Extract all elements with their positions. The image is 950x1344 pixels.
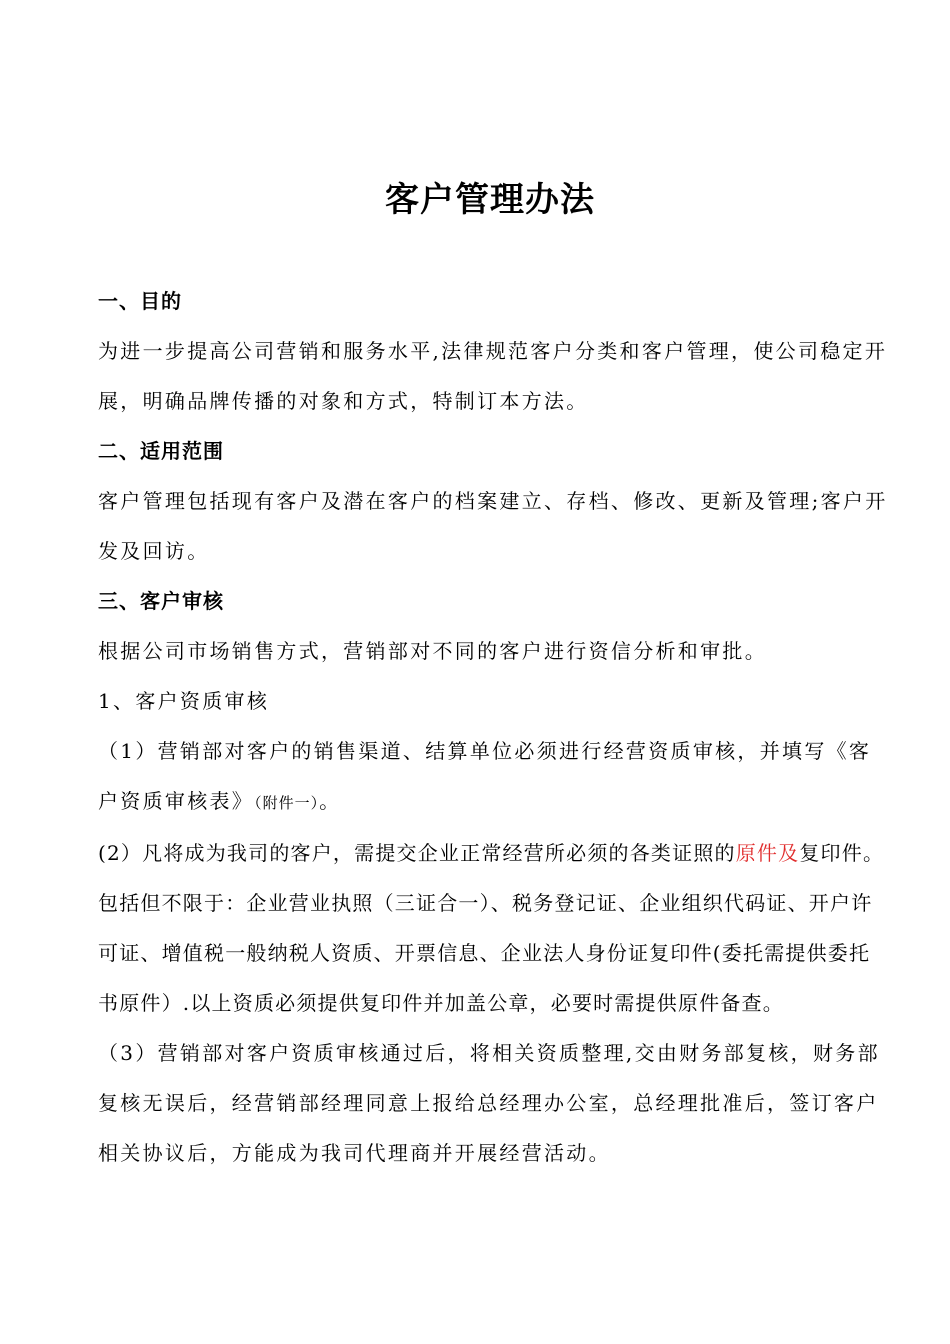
section-heading-audit: 三、客户审核 [98, 589, 224, 613]
audit-item-2-after: 复印件。包括但不限于：企业营业执照（三证合一）、税务登记证、企业组织代码证、开户许可证、增值税一般纳税人资质、开票信息、企业法人身份证复印件(委托需提供委托书原件）.以上资质必须提供复印件并加盖公章，必要时需提供原件备查。 [98, 841, 885, 1015]
audit-item-1-main: （1）营销部对客户的销售渠道、结算单位必须进行经营资质审核，并填写《客户资质审核表》 [98, 739, 872, 813]
attachment-note: （附件一） [254, 794, 320, 812]
document-title: 客户管理办法 [385, 180, 595, 220]
audit-item-1-end: 。 [319, 789, 342, 813]
highlighted-text-original: 原件及 [735, 841, 800, 865]
subsection-heading-qualification: 1、客户资质审核 [98, 689, 270, 713]
section-heading-purpose: 一、目的 [98, 289, 182, 313]
audit-item-2-before: (2）凡将成为我司的客户，需提交企业正常经营所必须的各类证照的 [98, 841, 736, 865]
section-body-scope: 客户管理包括现有客户及潜在客户的档案建立、存档、修改、更新及管理;客户开发及回访。 [98, 489, 888, 563]
section-heading-scope: 二、适用范围 [98, 439, 224, 463]
section-intro-audit: 根据公司市场销售方式，营销部对不同的客户进行资信分析和审批。 [98, 639, 767, 663]
audit-item-3: （3）营销部对客户资质审核通过后，将相关资质整理,交由财务部复核，财务部复核无误后，经营销部经理同意上报给总经理办公室，总经理批准后，签订客户相关协议后，方能成为我司代理商并开展经营活动。 [98, 1041, 880, 1165]
document-body [98, 276, 888, 1178]
audit-item-2 [98, 828, 888, 1028]
audit-item-1 [98, 726, 888, 828]
section-body-purpose: 为进一步提高公司营销和服务水平,法律规范客户分类和客户管理，使公司稳定开展，明确品牌传播的对象和方式，特制订本方法。 [98, 339, 888, 413]
